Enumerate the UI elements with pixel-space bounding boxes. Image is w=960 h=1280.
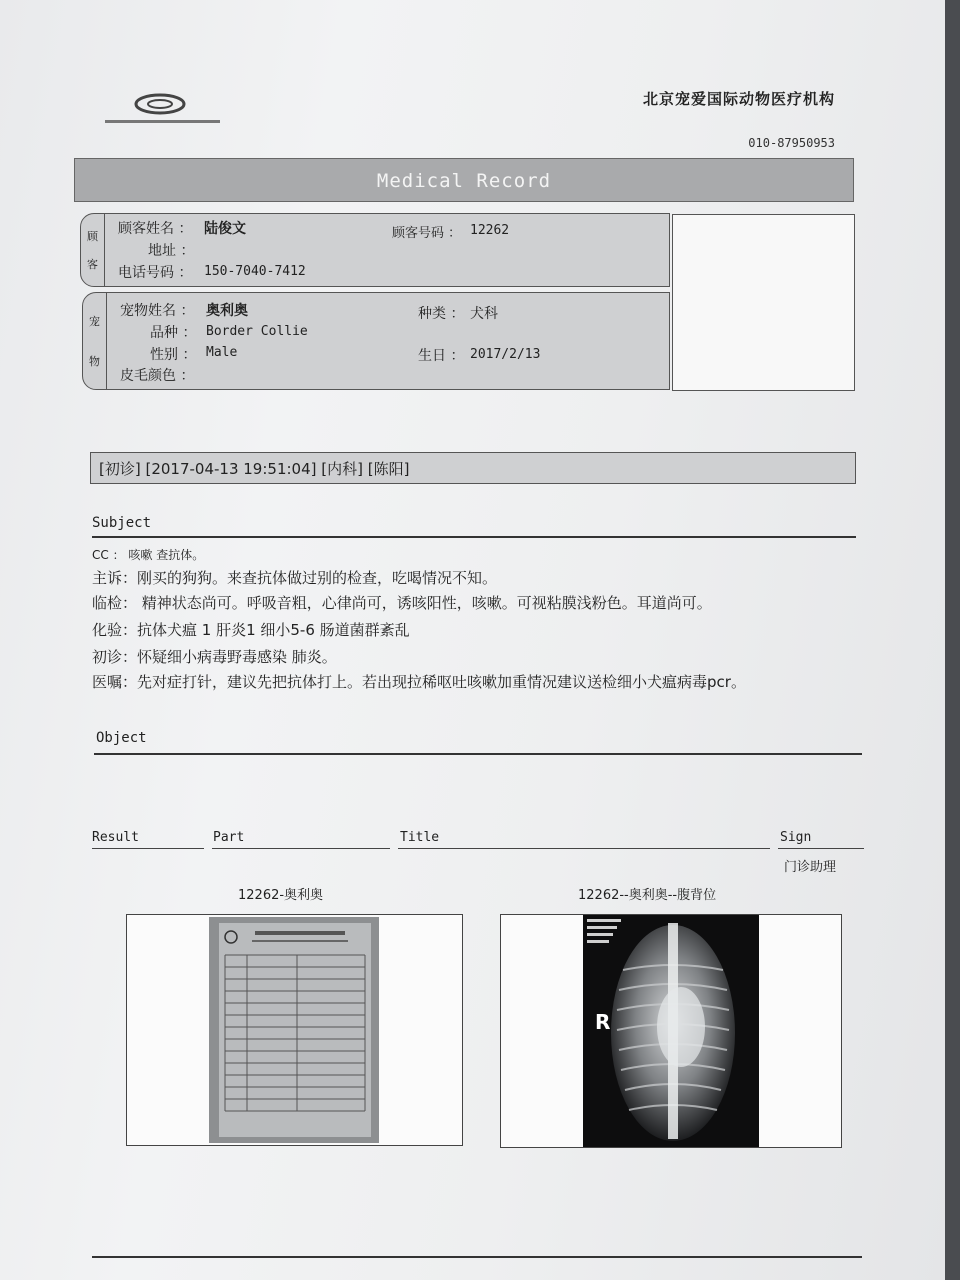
clinic-logo [100, 90, 225, 130]
scanned-form-image [127, 915, 462, 1145]
object-section-title: Object [96, 730, 147, 746]
pet-photo-placeholder [672, 214, 855, 391]
customer-phone-value: 150-7040-7412 [204, 264, 306, 279]
part-column-header: Part [213, 830, 245, 845]
sign-column-underline [778, 848, 864, 849]
result-column-header: Result [92, 830, 139, 845]
subject-line: 医嘱：先对症打针，建议先把抗体打上。若出现拉稀呕吐咳嗽加重情况建议送检细小犬瘟病毒pcr。 [92, 673, 746, 691]
organization-phone: 010-87950953 [748, 136, 835, 150]
pet-birthday-label: 生日 ： [418, 348, 465, 364]
sign-value: 门诊助理 [784, 860, 837, 875]
customer-number-value: 12262 [470, 223, 510, 238]
subject-line: 化验：抗体犬瘟 1 肝炎1 细小5-6 肠道菌群紊乱 [92, 621, 410, 639]
xray-image [501, 915, 841, 1147]
subject-section-title: Subject [92, 515, 152, 531]
pet-birthday-value: 2017/2/13 [470, 347, 541, 362]
title-column-underline [398, 848, 770, 849]
image1-caption: 12262-奥利奥 [238, 888, 324, 903]
customer-number-label: 顾客号码 ： [392, 226, 462, 241]
subject-line: 临检： 精神状态尚可。呼吸音粗，心律尚可，诱咳阳性，咳嗽。可视粘膜浅粉色。耳道尚可。 [92, 594, 712, 612]
subject-divider [92, 536, 856, 538]
sign-column-header: Sign [780, 830, 812, 845]
visit-heading: [初诊] [2017-04-13 19:51:04] [内科] [陈阳] [90, 452, 856, 484]
customer-address-label: 地址 ： [148, 243, 195, 259]
organization-name: 北京宠爱国际动物医疗机构 [642, 90, 835, 108]
subject-line: 主诉：刚买的狗狗。来查抗体做过别的检查，吃喝情况不知。 [92, 569, 498, 587]
image2-caption: 12262--奥利奥--腹背位 [578, 888, 717, 903]
result-column-underline [92, 848, 204, 849]
pet-sex-label: 性别 ： [150, 347, 197, 363]
scanned-form-image-frame [126, 914, 463, 1146]
pet-breed-label: 品种 ： [150, 325, 197, 341]
footer-divider [92, 1256, 862, 1258]
xray-image-frame [500, 914, 842, 1148]
page-title: Medical Record [74, 158, 854, 202]
pet-species-value: 犬科 [470, 306, 498, 322]
xray-side-marker: R [595, 1010, 611, 1034]
title-column-header: Title [400, 830, 440, 845]
object-divider [94, 753, 862, 755]
part-column-underline [212, 848, 390, 849]
pet-side-label: 宠 物 [83, 293, 107, 389]
customer-side-label: 顾 客 [81, 214, 105, 286]
pet-sex-value: Male [206, 345, 238, 360]
pet-species-label: 种类 ： [418, 306, 465, 322]
pet-coat-color-label: 皮毛颜色 ： [120, 368, 195, 384]
customer-phone-label: 电话号码 ： [118, 265, 193, 281]
customer-name-value: 陆俊文 [204, 221, 246, 237]
pet-name-label: 宠物姓名 ： [120, 303, 195, 319]
pet-name-value: 奥利奥 [206, 303, 248, 319]
customer-name-label: 顾客姓名 ： [118, 221, 193, 237]
subject-line: 初诊：怀疑细小病毒野毒感染 肺炎。 [92, 648, 337, 666]
subject-line: CC ： 咳嗽 查抗体。 [92, 548, 205, 562]
pet-breed-value: Border Collie [206, 324, 308, 339]
